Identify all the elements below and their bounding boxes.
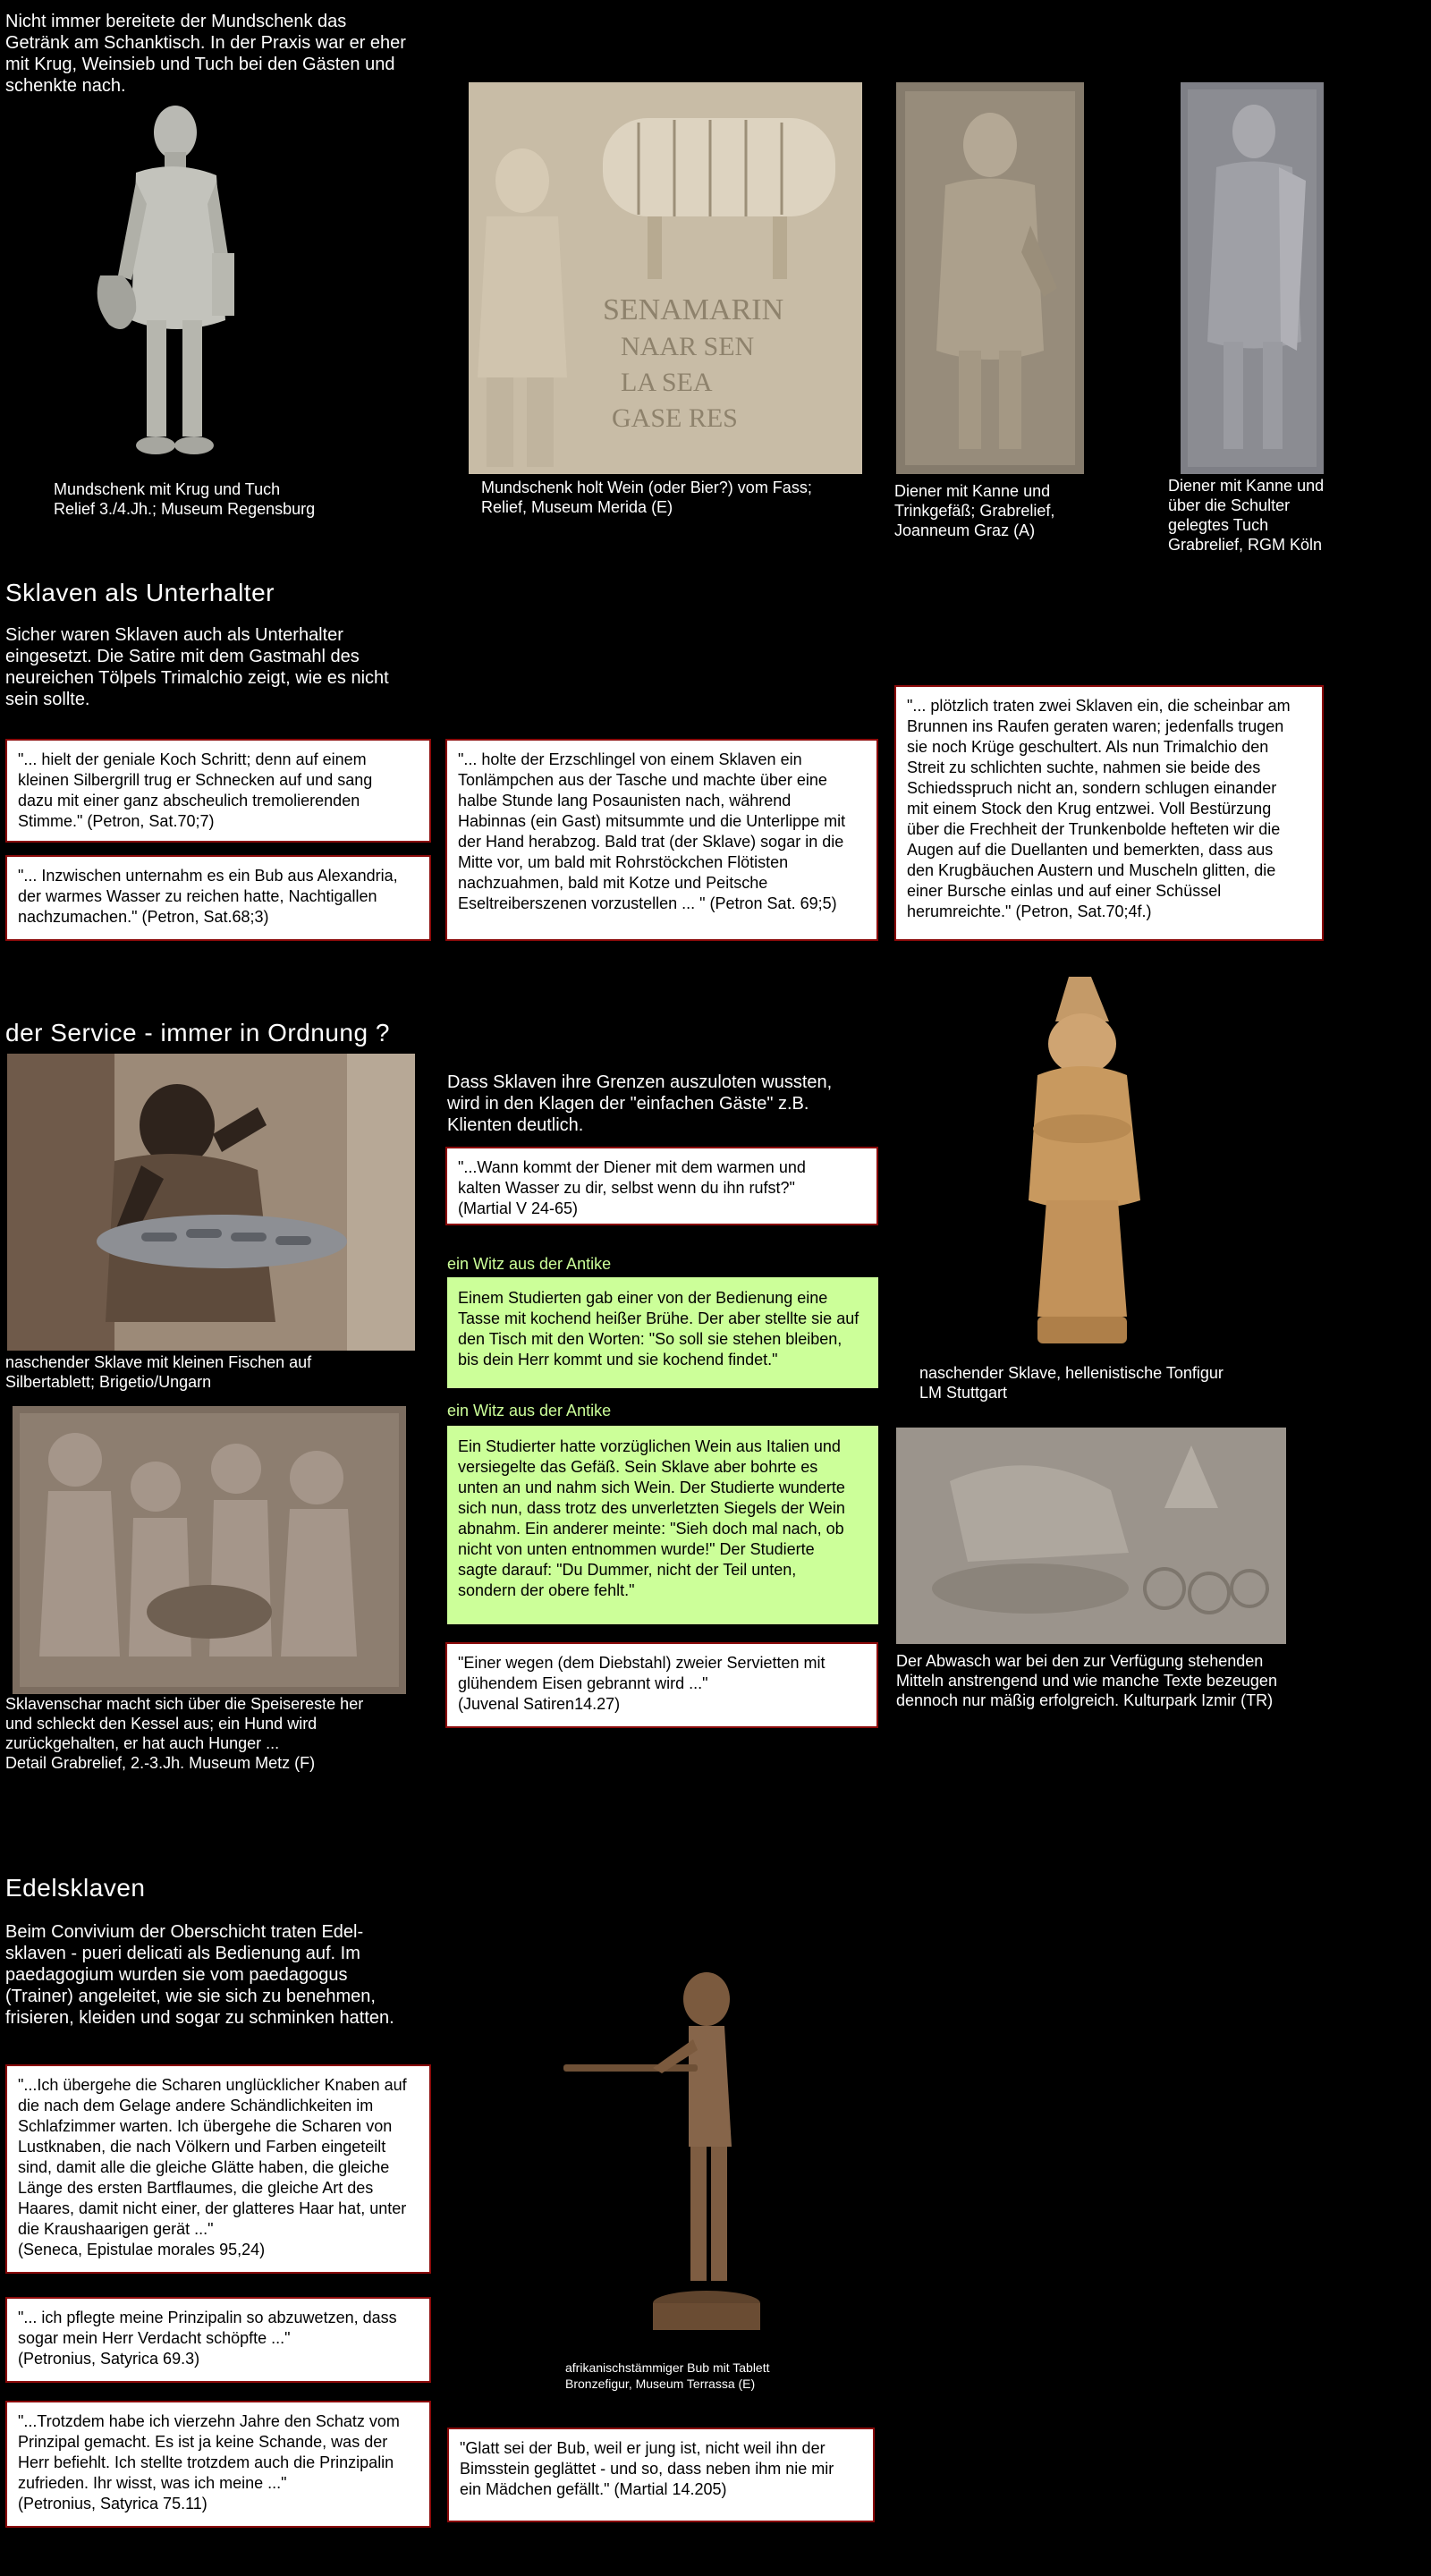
joke-title-2: ein Witz aus der Antike [447,1402,612,1419]
caption-slave-fish: naschender Sklave mit kleinen Fischen auf Silbertablett; Brigetio/Ungarn [5,1353,312,1391]
caption-servant-graz: Diener mit Kanne und Trinkgefäß; Grabrelief, Joanneum Graz (A) [894,482,1055,539]
relief-inscription-line3: LA SEA [621,368,713,397]
joke-hot-broth: Einem Studierten gab einer von der Bedienung eine Tasse mit kochend heißer Brühe. Der aber stellte sie auf den Tisch mit den Worten: "So soll sie stehen bleiben, bis dein Herr kommt und sie kochend findet." [447,1277,878,1388]
quote-petron-bub: "... Inzwischen unternahm es ein Bub aus Alexandria, der warmes Wasser zu reichen hatte, Nachtigallen nachzumachen." (Petron, Sat.68;3) [5,855,431,941]
section2-intro: Sicher waren Sklaven auch als Unterhalter eingesetzt. Die Satire mit dem Gastmahl des neureichen Tölpels Trimalchio zeigt, wie es nicht sein sollte. [5,625,389,709]
quote-petronius-75: "...Trotzdem habe ich vierzehn Jahre den Schatz vom Prinzipal gemacht. Es ist ja keine Schande, was der Herr befiehlt. Ich stellte trotzdem auch die Prinzipalin zufrieden. Ihr wisst, was ich meine ..." (Petronius, Satyrica 75.11) [5,2401,431,2528]
caption-bronze-boy: afrikanischstämmiger Bub mit Tablett Bronzefigur, Museum Terrassa (E) [565,2360,770,2391]
caption-slaves-kettle: Sklavenschar macht sich über die Speisereste her und schleckt den Kessel aus; ein Hund wird zurückgehalten, er hat auch Hunger ... Detail Grabrelief, 2.-3.Jh. Museum Metz (F) [5,1695,364,1772]
quote-seneca: "...Ich übergehe die Scharen unglücklicher Knaben auf die nach dem Gelage andere Schändlichkeiten im Schlafzimmer warten. Ich übergehe die Scharen von Lustknaben, die nach Völkern und Farben eingeteilt sind, damit alle die gleiche Glätte haben, die gleiche Länge des ersten Bartflaumes, die gleiche Art des Haares, damit nicht einer, der glatteres Haar hat, unter die Kraushaarigen gerät ..." (Seneca, Epistulae morales 95,24) [5,2064,431,2274]
slaves-kettle-relief-image [13,1406,406,1694]
quote-petron-erzschlingel: "... holte der Erzschlingel von einem Sklaven ein Tonlämpchen aus der Tasche und machte über eine halbe Stunde lang Posaunisten nach, während Habinnas (ein Gast) mitsummte und die Unterlippe mit der Hand herabzog. Bald trat (der Sklave) sogar in die Mitte vor, um bald mit Rohrstöckchen Flötisten nachzuahmen, bald mit Kotze und Peitsche Eseltreiberszenen vorzustellen ... " (Petron Sat. 69;5) [445,739,878,941]
relief-inscription-line4: GASE RES [612,403,738,433]
bronze-boy-image [563,1959,778,2352]
mundschenk-statue-image [82,97,261,472]
dishwashing-relief-image [896,1428,1286,1644]
caption-servant-koeln: Diener mit Kanne und über die Schulter gelegtes Tuch Grabrelief, RGM Köln [1168,477,1325,554]
slave-fish-fresco-image [7,1054,415,1351]
caption-wine-barrel: Mundschenk holt Wein (oder Bier?) vom Fass; Relief, Museum Merida (E) [481,479,812,516]
quote-juvenal: "Einer wegen (dem Diebstahl) zweier Servietten mit glühendem Eisen gebrannt wird ..." (Juvenal Satiren14.27) [445,1642,878,1728]
joke-title-1: ein Witz aus der Antike [447,1255,612,1273]
terracotta-slave-image [984,968,1181,1361]
caption-terracotta: naschender Sklave, hellenistische Tonfigur LM Stuttgart [919,1364,1224,1402]
joke-wine-seal: Ein Studierter hatte vorzüglichen Wein aus Italien und versiegelte das Gefäß. Sein Sklave aber bohrte es unten an und nahm sich Wein. Der Studierte wunderte sich nun, dass trotz des unverletzten Siegels der Wein abnahm. Ein anderer meinte: "Sieh doch mal nach, ob nicht von unten entnommen wurde!" Der Studierte sagte darauf: "Du Dummer, nicht der Teil unten, sondern der obere fehlt." [447,1426,878,1624]
section-heading-service: der Service - immer in Ordnung ? [5,1019,390,1046]
quote-martial-wasser: "...Wann kommt der Diener mit dem warmen und kalten Wasser zu dir, selbst wenn du ihn rufst?" (Martial V 24-65) [445,1147,878,1225]
servant-graz-relief-image [896,82,1084,474]
caption-mundschenk-statue: Mundschenk mit Krug und Tuch Relief 3./4.Jh.; Museum Regensburg [54,480,316,518]
section4-intro: Beim Convivium der Oberschicht traten Edel- sklaven - pueri delicati als Bedienung auf. Im paedagogium wurden sie vom paedagogus (Trainer) angeleitet, wie sie sich zu benehmen, frisieren, kleiden und sogar zu schminken hatten. [5,1922,394,2028]
section3-intro: Dass Sklaven ihre Grenzen auszuloten wussten, wird in den Klagen der "einfachen Gäste" z.B. Klienten deutlich. [447,1072,833,1135]
section1-intro: Nicht immer bereitete der Mundschenk das Getränk am Schanktisch. In der Praxis war er eher mit Krug, Weinsieb und Tuch bei den Gästen und schenkte nach. [5,12,406,96]
quote-petron-koch: "... hielt der geniale Koch Schritt; denn auf einem kleinen Silbergrill trug er Schnecken auf und sang dazu mit einer ganz abscheulich tremolierenden Stimme." (Petron, Sat.70;7) [5,739,431,843]
wine-barrel-relief-image [469,82,862,474]
relief-inscription-line1: SENAMARIN [603,293,784,326]
section-heading-entertainers: Sklaven als Unterhalter [5,579,275,606]
servant-koeln-relief-image [1181,82,1324,474]
relief-inscription-line2: NAAR SEN [621,332,755,361]
section-heading-edelsklaven: Edelsklaven [5,1874,146,1902]
quote-martial-bub: "Glatt sei der Bub, weil er jung ist, nicht weil ihn der Bimsstein geglättet - und so, dass neben ihm nie mir ein Mädchen gefällt." (Martial 14.205) [447,2428,875,2522]
quote-petron-zwei-sklaven: "... plötzlich traten zwei Sklaven ein, die scheinbar am Brunnen ins Raufen geraten waren; jedenfalls trugen sie noch Krüge geschultert. Als nun Trimalchio den Streit zu schlichten suchte, nahmen sie beide des Schiedsspruch nicht an, sondern schlugen einander mit einem Stock den Krug entzwei. Voll Bestürzung über die Frechheit der Trunkenbolde hefteten wir die Augen auf die Duellanten und bemerkten, dass aus den Krugbäuchen Austern und Muscheln glitten, die einer Bursche einlas und auf einer Schüssel herumreichte." (Petron, Sat.70;4f.) [894,685,1324,941]
caption-dishwashing: Der Abwasch war bei den zur Verfügung stehenden Mitteln anstrengend und wie manche Texte bezeugen dennoch nur mäßig erfolgreich. Kulturpark Izmir (TR) [896,1652,1277,1709]
quote-petronius-69: "... ich pflegte meine Prinzipalin so abzuwetzen, dass sogar mein Herr Verdacht schöpfte ..." (Petronius, Satyrica 69.3) [5,2297,431,2383]
